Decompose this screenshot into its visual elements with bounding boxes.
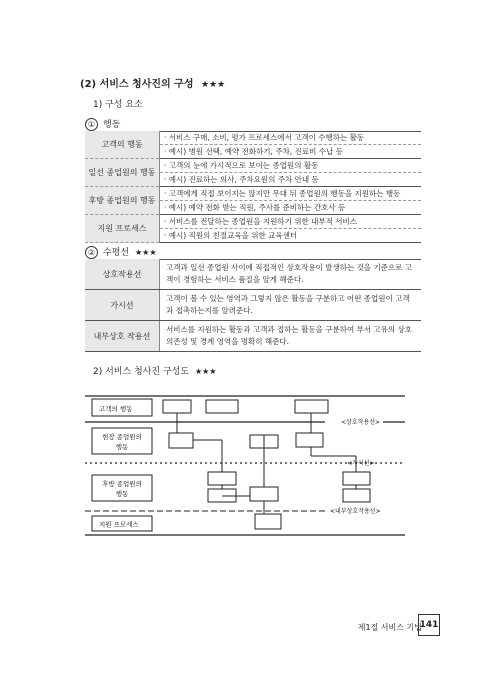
row-item: · 서비스를 전달하는 종업원을 지원하기 위한 내부적 서비스 bbox=[160, 215, 422, 229]
table-actions bbox=[85, 131, 421, 243]
part1-number: ① bbox=[85, 118, 98, 131]
subheading-components: 1) 구성 요소 bbox=[93, 100, 143, 110]
row-item: · 예시) 병원 선택, 예약 전화하기, 주차, 진료비 수납 등 bbox=[160, 145, 422, 159]
row-label: 가시선 bbox=[85, 290, 160, 321]
step-box bbox=[163, 400, 191, 413]
row-label: 일선 종업원의 행동 bbox=[85, 159, 160, 187]
step-box bbox=[343, 472, 370, 485]
part2-stars: ★★★ bbox=[134, 248, 157, 257]
table-row bbox=[85, 187, 421, 201]
row-description: 고객과 일선 종업원 사이에 직접적인 상호작용이 발생하는 것을 기준으로 고객이 경험하는 서비스 품질을 알게 해준다. bbox=[160, 259, 422, 290]
part1-title: 행동 bbox=[103, 120, 121, 130]
footer-chapter: 제1절 서비스 기법 bbox=[357, 623, 422, 632]
table-row bbox=[85, 215, 421, 229]
row-description: 고객이 볼 수 있는 영역과 그렇지 않은 활동을 구분하고 어떤 종업원이 고객과 접촉하는지를 알려준다. bbox=[160, 290, 422, 321]
table-lines bbox=[85, 259, 421, 352]
part2-heading bbox=[85, 245, 156, 259]
label-interaction-line: <상호작용선> bbox=[341, 419, 381, 426]
subheading-diagram-stars: ★★★ bbox=[194, 367, 217, 376]
row-label: 내부상호 작용선 bbox=[85, 321, 160, 352]
row-label: 고객의 행동 bbox=[85, 131, 160, 159]
row-item: · 예시) 직원의 친절교육을 위한 교육센터 bbox=[160, 229, 422, 243]
step-box bbox=[343, 489, 370, 502]
section-heading-stars: ★★★ bbox=[200, 80, 226, 90]
table-row bbox=[85, 321, 421, 352]
row-label-backstage-2: 행동 bbox=[115, 490, 129, 498]
row-item: · 예시) 진료하는 의사, 주차요원의 주차 안내 등 bbox=[160, 173, 422, 187]
section-heading bbox=[80, 75, 225, 90]
row-label-customer: 고객의 행동 bbox=[99, 405, 133, 413]
step-box bbox=[295, 400, 328, 413]
page-number: 141 bbox=[418, 614, 440, 636]
service-blueprint-diagram bbox=[85, 390, 415, 550]
label-internal-line: <내부상호작용선> bbox=[330, 508, 381, 515]
step-box bbox=[296, 433, 323, 447]
part1-heading bbox=[85, 117, 120, 131]
row-label-onstage: 현장 종업원의 bbox=[102, 433, 142, 441]
row-item: · 서비스 구매, 소비, 평가 프로세스에서 고객이 수행하는 활동 bbox=[160, 131, 422, 145]
row-item: · 고객에게 직접 보이지는 않지만 무대 뒤 종업원의 행동을 지원하는 행동 bbox=[160, 187, 422, 201]
step-box bbox=[169, 433, 193, 448]
part2-title: 수평선 bbox=[103, 248, 130, 258]
step-box bbox=[208, 472, 236, 485]
row-description: 서비스를 지원하는 활동과 고객과 접하는 활동을 구분하여 부서 고유의 상호 의존성 및 경계 영역을 명확히 해준다. bbox=[160, 321, 422, 352]
subheading-diagram bbox=[93, 364, 216, 377]
part2-number: ② bbox=[85, 246, 98, 259]
row-item: · 예시) 예약 전화 받는 직원, 주사를 준비하는 간호사 등 bbox=[160, 201, 422, 215]
row-label-backstage: 후방 종업원의 bbox=[102, 480, 142, 488]
step-box bbox=[250, 487, 278, 501]
row-label: 지원 프로세스 bbox=[85, 215, 160, 243]
table-row bbox=[85, 290, 421, 321]
step-box bbox=[206, 400, 238, 413]
step-box bbox=[255, 514, 281, 529]
row-label-support: 지원 프로세스 bbox=[99, 520, 139, 529]
row-label: 후방 종업원의 행동 bbox=[85, 187, 160, 215]
row-label: 상호작용선 bbox=[85, 259, 160, 290]
table-row bbox=[85, 131, 421, 145]
label-visibility-line: <가시선> bbox=[347, 460, 375, 467]
section-heading-text: (2) 서비스 청사진의 구성 bbox=[80, 79, 194, 90]
table-row bbox=[85, 159, 421, 173]
row-label-onstage-2: 행동 bbox=[115, 443, 129, 451]
table-row bbox=[85, 259, 421, 290]
row-item: · 고객의 눈에 가시적으로 보이는 종업원의 활동 bbox=[160, 159, 422, 173]
subheading-diagram-text: 2) 서비스 청사진 구성도 bbox=[93, 367, 190, 377]
